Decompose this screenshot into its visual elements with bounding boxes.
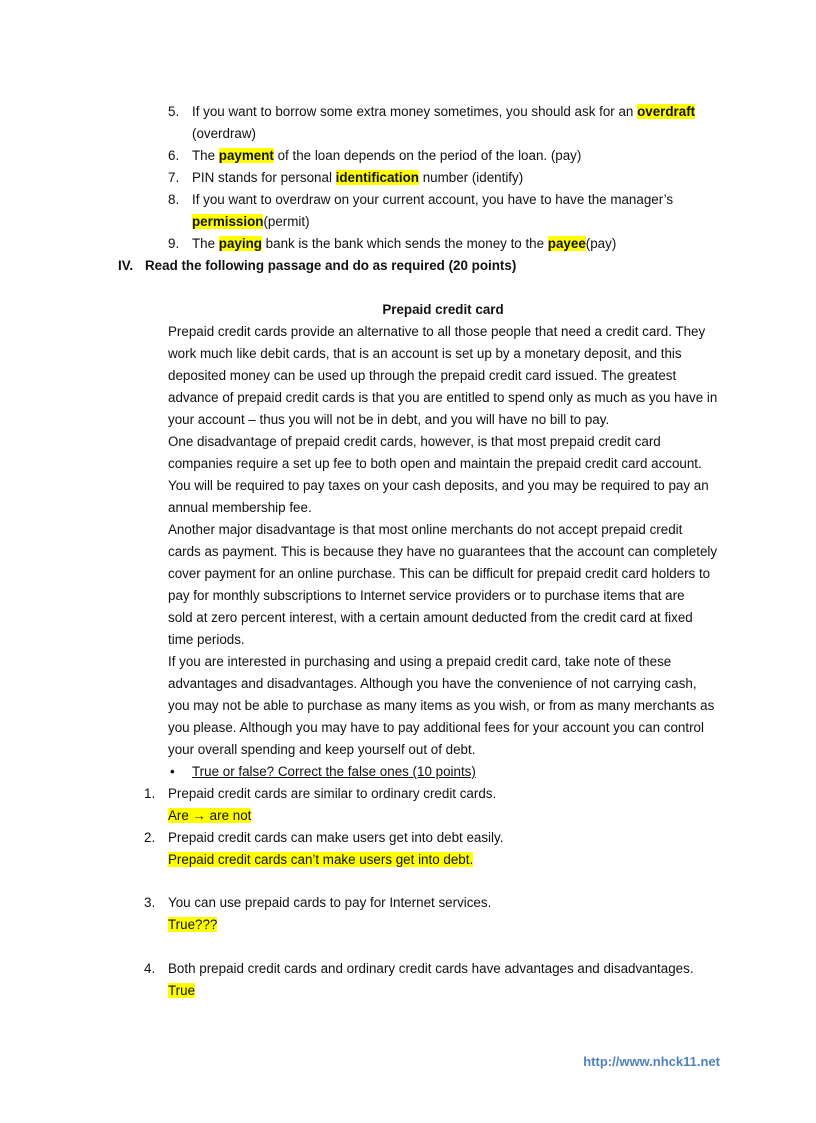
text: If you want to borrow some extra money sometimes, you should ask for an [192,104,638,119]
text: (permit) [263,214,310,229]
question-number: 1. [144,786,156,801]
list-number: 5. [168,104,180,119]
list-item-cont [192,213,310,231]
text: The [192,148,219,163]
passage-line: companies require a set up fee to both open and maintain the prepaid credit card account. [168,456,702,471]
list-number: 9. [168,236,180,251]
passage-line: cards as payment. This is because they have no guarantees that the account can completely [168,544,718,559]
answer-word: paying [218,236,262,251]
passage-line: you please. Although you may have to pay additional fees for your account you can control [168,720,704,735]
text: bank is the bank which sends the money to the [261,236,548,251]
passage-line: Another major disadvantage is that most online merchants do not accept prepaid credit [168,522,683,537]
question-text: You can use prepaid cards to pay for Internet services. [168,895,492,910]
text: The [192,236,219,251]
list-number: 6. [168,148,180,163]
list-item [192,235,616,253]
passage-line: you may not be able to purchase as many items as you wish, or from as many merchants as [168,698,715,713]
question-number: 2. [144,830,156,845]
text: (pay) [585,236,617,251]
list-item-cont [192,125,256,143]
passage-line: your overall spending and keep yourself out of debt. [168,742,476,757]
passage-title: Prepaid credit card [382,302,504,317]
question-number: 4. [144,961,156,976]
passage-line: deposited money can be used up through the prepaid credit card issued. The greatest [168,368,677,383]
list-item [192,169,523,187]
question-answer [168,982,195,1000]
text: If you want to overdraw on your current account, you have to have the manager’s [192,192,674,207]
passage-line: If you are interested in purchasing and using a prepaid credit card, take note of these [168,654,672,669]
text: number (identify) [418,170,524,185]
list-number: 8. [168,192,180,207]
answer-word: identification [335,170,419,185]
question-answer [168,851,473,869]
question-text: Prepaid credit cards can make users get into debt easily. [168,830,504,845]
list-item [192,147,581,165]
passage-line: You will be required to pay taxes on your cash deposits, and you may be required to pay an [168,478,709,493]
footer-link[interactable]: http://www.nhck11.net [583,1054,720,1069]
text: of the loan depends on the period of the loan. (pay) [273,148,582,163]
passage-line: work much like debit cards, that is an account is set up by a monetary deposit, and this [168,346,682,361]
text: (overdraw) [192,126,256,141]
bullet-icon: • [170,764,175,779]
passage-line: advance of prepaid credit cards is that you are entitled to spend only as much as you have in [168,390,718,405]
passage-line: sold at zero percent interest, with a certain amount deducted from the credit card at fixed [168,610,693,625]
list-item [192,191,673,209]
question-answer [168,916,217,934]
question-answer [168,807,251,825]
section-numeral: IV. [118,258,134,273]
passage-line: One disadvantage of prepaid credit cards, however, is that most prepaid credit card [168,434,661,449]
answer-word: permission [192,214,264,229]
answer-word: overdraft [637,104,696,119]
passage-line: time periods. [168,632,245,647]
passage-line: pay for monthly subscriptions to Internet service providers or to purchase items that are [168,588,685,603]
text: PIN stands for personal [192,170,336,185]
question-number: 3. [144,895,156,910]
question-text: Both prepaid credit cards and ordinary credit cards have advantages and disadvantages. [168,961,694,976]
question-text: Prepaid credit cards are similar to ordinary credit cards. [168,786,497,801]
list-item [192,103,695,121]
passage-line: your account – thus you will not be in debt, and you will have no bill to pay. [168,412,610,427]
answer-text: True [168,983,196,998]
passage-line: annual membership fee. [168,500,312,515]
section-title: Read the following passage and do as required (20 points) [145,258,517,273]
answer-word: payment [218,148,274,163]
task-label: True or false? Correct the false ones (10 points) [192,764,476,779]
passage-line: cover payment for an online purchase. This can be difficult for prepaid credit card holders to [168,566,711,581]
passage-line: Prepaid credit cards provide an alternative to all those people that need a credit card. They [168,324,706,339]
answer-text: True??? [168,917,218,932]
answer-text: Prepaid credit cards can’t make users get into debt. [168,852,474,867]
list-number: 7. [168,170,180,185]
answer-text: Are → are not [168,808,252,823]
answer-word: payee [547,236,586,251]
passage-line: advantages and disadvantages. Although you have the convenience of not carrying cash, [168,676,697,691]
